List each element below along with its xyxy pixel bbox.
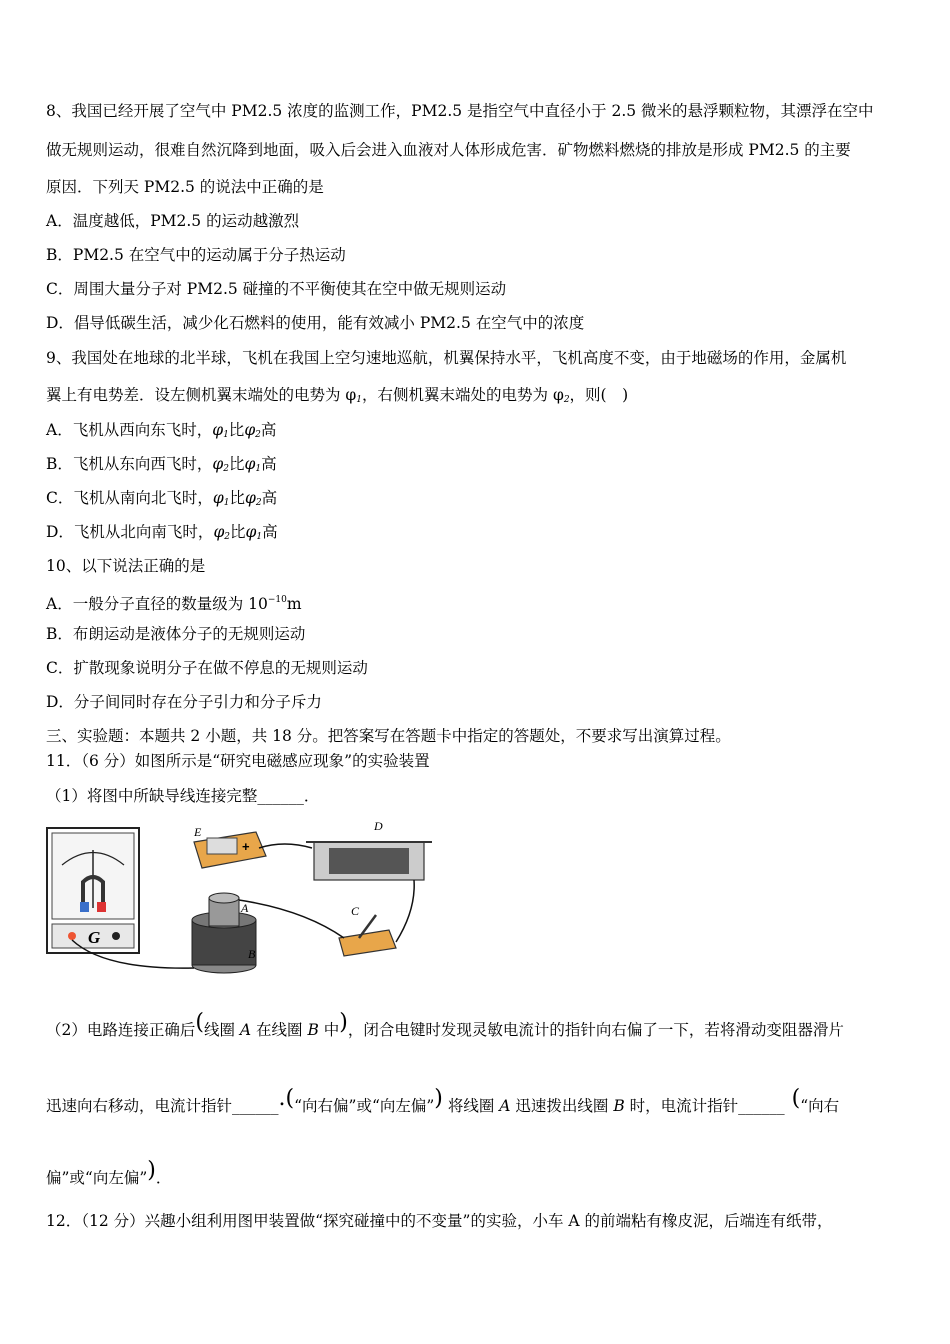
q9-sub-1: 1	[356, 395, 363, 405]
coil-b-label: B	[307, 1021, 319, 1039]
q8-option-d: D．倡导低碳生活，减少化石燃料的使用，能有效减小 PM2.5 在空气中的浓度	[46, 314, 585, 332]
phi-sub: 1	[223, 498, 230, 508]
q10-option-a	[46, 589, 302, 615]
q11-part-1: （1）将图中所缺导线连接完整______．	[46, 787, 320, 805]
label-b: B	[248, 947, 256, 961]
q10-title: 10、以下说法正确的是	[46, 557, 206, 575]
label-e: E	[194, 825, 202, 839]
q10-option-a-text: A．一般分子直径的数量级为 10	[46, 595, 268, 613]
q11-part-2-text: 在线圈	[251, 1021, 308, 1039]
q9-option-a	[46, 419, 276, 446]
higher-word: 高	[261, 489, 278, 507]
label-d: D	[374, 820, 383, 833]
q8-option-a: A．温度越低，PM2.5 的运动越激烈	[46, 212, 300, 230]
coil-b-label: B	[613, 1097, 625, 1115]
q12-line-1: 12．（12 分）兴趣小组利用图甲装置做“探究碰撞中的不变量”的实验，小车 A 的前端粘有橡皮泥，后端连有纸带，	[46, 1212, 833, 1230]
compare-word: 比	[228, 421, 245, 439]
q9-sub-2: 2	[563, 395, 570, 405]
q10-option-b: B．布朗运动是液体分子的无规则运动	[46, 625, 306, 643]
q11-part-2-text: 时，电流计指针______	[624, 1097, 785, 1115]
phi-symbol: φ	[212, 455, 224, 473]
bracket-open: (	[784, 1086, 801, 1111]
phi-symbol: φ	[244, 455, 256, 473]
phi-sub: 2	[255, 498, 262, 508]
q11-part-2-line-1	[46, 1012, 844, 1041]
q11-part-2-text: （2）电路连接正确后	[46, 1021, 196, 1039]
galvanometer	[47, 828, 139, 953]
phi-symbol: φ	[245, 523, 257, 541]
higher-word: 高	[262, 523, 278, 541]
coils	[192, 893, 256, 973]
q9-line-2-a: 翼上有电势差．设左侧机翼末端处的电势为 φ	[46, 386, 357, 404]
label-c: C	[351, 904, 360, 918]
q9-option-d	[46, 521, 278, 548]
switch	[339, 904, 396, 956]
q11-part-2-line-3	[46, 1160, 171, 1189]
q11-part-2-text: 迅速向右移动，电流计指针______	[46, 1097, 279, 1115]
coil-a-label: A	[239, 1021, 252, 1039]
higher-word: 高	[261, 455, 277, 473]
q9-line-1: 9、我国处在地球的北半球，飞机在我国上空匀速地巡航，机翼保持水平，飞机高度不变，由于地磁场的作用，金属机	[46, 349, 847, 367]
phi-sub: 2	[223, 464, 229, 474]
phi-symbol: φ	[212, 421, 224, 439]
section-3-heading: 三、实验题：本题共 2 小题，共 18 分。把答案写在答题卡中指定的答题处，不要求写出演算过程。	[46, 727, 731, 745]
q11-part-2-text: 中	[318, 1021, 340, 1039]
phi-sub: 1	[223, 430, 229, 440]
q11-title: 11．（6 分）如图所示是“研究电磁感应现象”的实验装置	[46, 752, 430, 770]
bracket-open: (	[195, 1010, 204, 1035]
exponent: −10	[267, 595, 287, 605]
label-a: A	[241, 901, 249, 915]
q11-part-2-text: “向右偏”或“向左偏”	[294, 1097, 435, 1115]
label-plus: +	[242, 839, 250, 854]
q9-option-c	[46, 487, 277, 514]
compare-word: 比	[229, 489, 245, 507]
q11-part-2-text: 迅速拨出线圈	[510, 1097, 614, 1115]
compare-word: 比	[230, 523, 246, 541]
bracket-open: .(	[278, 1086, 295, 1111]
compare-word: 比	[229, 455, 245, 473]
q9-option-a-text: A．飞机从西向东飞时，	[46, 421, 213, 439]
bracket-close: )	[434, 1086, 443, 1111]
q11-part-2-text: 偏”或“向左偏”	[46, 1169, 148, 1187]
bracket-close: )	[339, 1010, 348, 1035]
q10-option-d: D．分子间同时存在分子引力和分子斥力	[46, 693, 322, 711]
q9-line-2-b: ，右侧机翼末端处的电势为 φ	[362, 386, 564, 404]
phi-symbol: φ	[213, 523, 225, 541]
q8-option-b: B．PM2.5 在空气中的运动属于分子热运动	[46, 246, 346, 264]
label-g: G	[88, 928, 101, 947]
circuit-figure	[44, 820, 434, 980]
q11-part-2-text: ．	[155, 1169, 172, 1187]
q8-line-3: 原因．下列天 PM2.5 的说法中正确的是	[46, 178, 324, 196]
phi-symbol: φ	[212, 489, 224, 507]
bracket-close: )	[147, 1158, 156, 1183]
q9-option-d-text: D．飞机从北向南飞时，	[46, 523, 214, 541]
q11-part-2-text: ，闭合电键时发现灵敏电流计的指针向右偏了一下，若将滑动变阻器滑片	[347, 1021, 844, 1039]
phi-sub: 2	[224, 532, 231, 542]
phi-symbol: φ	[244, 421, 256, 439]
q9-line-2	[46, 384, 628, 411]
coil-a-label: A	[499, 1097, 511, 1115]
phi-symbol: φ	[244, 489, 256, 507]
wire	[396, 880, 414, 942]
rheostat	[306, 820, 432, 880]
phi-sub: 2	[255, 430, 261, 440]
q9-option-c-text: C．飞机从南向北飞时，	[46, 489, 213, 507]
q11-part-2-line-2	[46, 1088, 839, 1117]
q8-option-c: C．周围大量分子对 PM2.5 碰撞的不平衡使其在空中做无规则运动	[46, 280, 507, 298]
q8-line-1: 8、我国已经开展了空气中 PM2.5 浓度的监测工作，PM2.5 是指空气中直径小于 2.5 微米的悬浮颗粒物，其漂浮在空中	[46, 102, 874, 120]
wire	[259, 844, 312, 848]
q11-part-2-text: 将线圈	[442, 1097, 500, 1115]
battery	[193, 825, 266, 868]
phi-sub: 1	[256, 532, 263, 542]
q11-part-2-text: “向右	[800, 1097, 840, 1115]
q9-line-2-c: ，则( )	[569, 386, 629, 404]
q9-option-b	[46, 453, 277, 480]
unit-text: m	[286, 595, 302, 613]
q11-part-2-text: 线圈	[203, 1021, 240, 1039]
q9-option-b-text: B．飞机从东向西飞时，	[46, 455, 213, 473]
phi-sub: 1	[255, 464, 262, 474]
q8-line-2: 做无规则运动，很难自然沉降到地面，吸入后会进入血液对人体形成危害．矿物燃料燃烧的排放是形成 PM2.5 的主要	[46, 141, 851, 159]
q10-option-c: C．扩散现象说明分子在做不停息的无规则运动	[46, 659, 368, 677]
higher-word: 高	[260, 421, 277, 439]
